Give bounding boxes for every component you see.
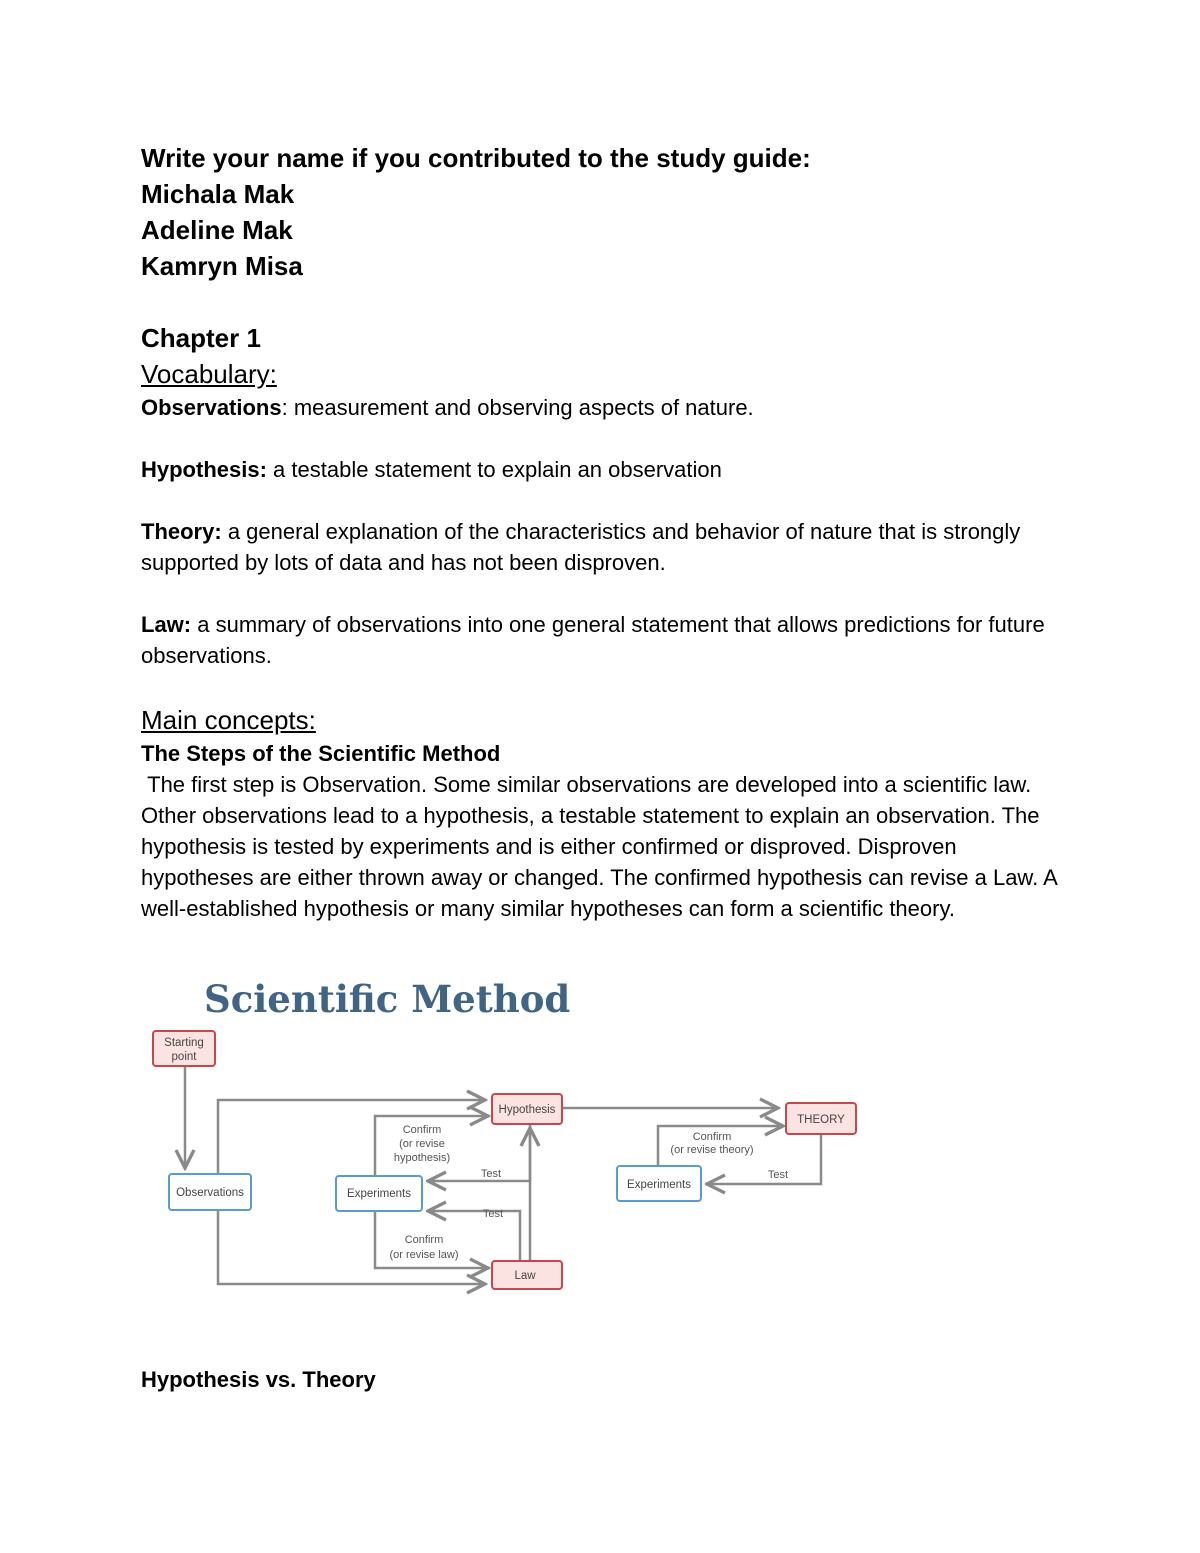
- vocab-term: Observations: [141, 395, 282, 420]
- label-confirm-hypothesis: hypothesis): [393, 1152, 451, 1164]
- node-observations: [169, 1174, 251, 1210]
- svg-text:Law: Law: [514, 1270, 536, 1282]
- vocab-entry-observations: Observations: measurement and observing aspects of nature.: [141, 395, 754, 420]
- contributor-name: Kamryn Misa: [141, 251, 303, 281]
- svg-text:Experiments: Experiments: [347, 1188, 411, 1200]
- svg-text:Starting: Starting: [164, 1037, 204, 1049]
- label-confirm-law: Confirm: [404, 1234, 444, 1246]
- node-hypothesis: [492, 1094, 562, 1124]
- vocab-entry-law: [141, 609, 1061, 671]
- svg-text:Hypothesis: Hypothesis: [498, 1104, 556, 1116]
- steps-paragraph: The first step is Observation. Some similar observations are developed into a scientific law. Other observations lead to a hypothesis, a testable statement to explain an observation. The hypothesis is tested by experiments and is either confirmed or disproved. Disproven hypotheses are either thrown away or changed. The confirmed hypothesis can revise a Law. A well-established hypothesis or many similar hypotheses can form a scientific theory.: [141, 772, 1063, 921]
- label-test: Test: [482, 1208, 504, 1220]
- vocab-entry-theory: [141, 516, 1061, 578]
- scientific-method-diagram: [140, 968, 870, 1298]
- contributor-name: Adeline Mak: [141, 215, 293, 245]
- vocab-definition: a testable statement to explain an observation: [273, 457, 722, 482]
- vocab-definition: a summary of observations into one general statement that allows predictions for future observations.: [141, 612, 1045, 668]
- label-confirm-law: (or revise law): [389, 1249, 459, 1261]
- main-concepts-heading: Main concepts:: [141, 705, 316, 735]
- vocab-term: Hypothesis:: [141, 457, 267, 482]
- diagram-title: Scientific Method: [204, 977, 571, 1021]
- vocab-term: Law:: [141, 612, 192, 637]
- svg-text:point: point: [171, 1051, 197, 1063]
- label-confirm-hypothesis: Confirm: [402, 1124, 442, 1136]
- label-test: Test: [480, 1168, 502, 1180]
- document-body: [141, 140, 1061, 924]
- label-confirm-theory: (or revise theory): [670, 1144, 754, 1156]
- label-test-theory: Test: [767, 1169, 789, 1181]
- svg-text:Observations: Observations: [176, 1187, 244, 1199]
- arrow-observations-to-law: [218, 1210, 485, 1284]
- vocab-entry-hypothesis: [141, 454, 1061, 485]
- svg-text:THEORY: THEORY: [797, 1114, 845, 1126]
- vocab-definition: measurement and observing aspects of nature.: [293, 395, 754, 420]
- vocab-term: Theory:: [141, 519, 222, 544]
- label-confirm-hypothesis: (or revise: [399, 1138, 445, 1150]
- contributor-name: Michala Mak: [141, 179, 295, 209]
- vocab-definition: a general explanation of the characteristics and behavior of nature that is strongly supported by lots of data and has not been disproven.: [141, 519, 1021, 575]
- vocabulary-heading: Vocabulary:: [141, 359, 277, 389]
- svg-text:Experiments: Experiments: [627, 1179, 691, 1191]
- label-confirm-theory: Confirm: [692, 1131, 732, 1143]
- hypothesis-vs-theory-heading: Hypothesis vs. Theory: [141, 1367, 376, 1392]
- node-law: [492, 1261, 562, 1289]
- node-experiments-left: [336, 1176, 422, 1211]
- steps-title: The Steps of the Scientific Method: [141, 741, 501, 766]
- node-starting-point: [153, 1031, 215, 1066]
- node-experiments-right: [617, 1166, 701, 1201]
- node-theory: [786, 1103, 856, 1134]
- chapter-title: Chapter 1: [141, 323, 261, 353]
- contributors-prompt: Write your name if you contributed to the study guide:: [141, 143, 811, 173]
